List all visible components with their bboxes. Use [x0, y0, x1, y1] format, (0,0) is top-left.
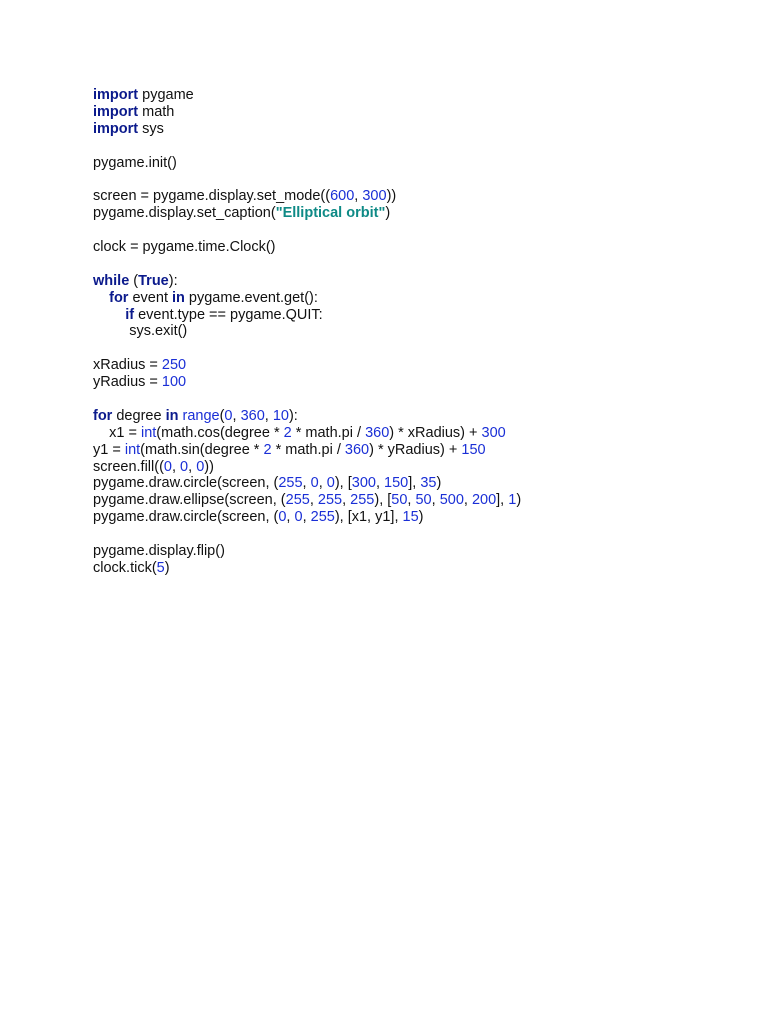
code-line [93, 87, 521, 104]
number-token: 1 [508, 492, 517, 509]
code-line [93, 155, 521, 172]
code-line [93, 459, 521, 476]
text-token: , [302, 475, 311, 492]
code-line [93, 408, 521, 425]
number-token: 0 [278, 509, 287, 526]
code-listing [93, 87, 521, 577]
text-token: pygame.display.set_caption( [93, 205, 276, 222]
text-token: , [318, 475, 327, 492]
text-token: yRadius = [93, 374, 162, 391]
keyword-token: import [93, 87, 139, 103]
code-line [93, 543, 521, 560]
text-token: , [188, 458, 197, 475]
number-token: 360 [240, 407, 265, 424]
text-token: , [232, 407, 241, 424]
text-token: ): [288, 407, 298, 424]
text-token: pygame.display.flip() [93, 543, 225, 560]
code-line [93, 442, 521, 459]
number-token: 2 [263, 441, 272, 458]
code-line [93, 357, 521, 374]
text-token: screen.fill(( [93, 458, 164, 475]
blank-line [93, 340, 521, 357]
code-line [93, 273, 521, 290]
number-token: 255 [317, 492, 343, 509]
text-token: sys [138, 120, 164, 137]
text-token: ): [168, 272, 178, 289]
text-token: * math.pi / [291, 424, 366, 441]
code-line [93, 475, 521, 492]
number-token: 300 [481, 424, 506, 441]
number-token: 255 [350, 492, 375, 509]
number-token: 10 [272, 407, 289, 424]
text-token: event.type == pygame.QUIT: [134, 306, 323, 323]
keyword-token: for [93, 407, 113, 424]
text-token: ) * xRadius) + [389, 424, 482, 441]
text-token: ), [ [374, 492, 392, 509]
code-line [93, 188, 521, 205]
text-token: ) [436, 475, 442, 492]
code-line [93, 121, 521, 138]
number-token: 200 [471, 492, 497, 509]
keyword-token: in [172, 289, 185, 306]
code-line [93, 307, 521, 324]
number-token: 360 [344, 441, 370, 458]
number-token: 150 [384, 475, 409, 492]
text-token: , [463, 492, 472, 509]
keyword-token: while [93, 272, 130, 289]
code-line [93, 290, 521, 307]
builtin-token: int [124, 441, 141, 458]
text-token: x1 = [93, 424, 141, 441]
text-token: ], [496, 492, 509, 509]
text-token: , [407, 492, 416, 509]
text-token: , [309, 492, 318, 509]
text-token: ) [516, 492, 522, 509]
text-token: sys.exit() [93, 323, 188, 340]
keyword-token: import [93, 120, 139, 137]
blank-line [93, 171, 521, 188]
text-token: degree [112, 407, 166, 424]
text-token: (math.cos(degree * [156, 424, 284, 441]
text-token: ), [x1, y1], [334, 509, 403, 526]
number-token: 0 [224, 407, 233, 424]
text-token: ), [ [334, 475, 352, 492]
number-token: 15 [402, 509, 419, 526]
text-token: math [138, 103, 175, 120]
text-token: , [286, 509, 295, 526]
text-token: pygame.event.get(): [184, 289, 318, 306]
text-token: * math.pi / [271, 441, 345, 458]
text-token: ( [129, 272, 139, 289]
text-token: (math.sin(degree * [140, 441, 264, 458]
text-token: ], [408, 475, 421, 492]
number-token: 0 [326, 475, 335, 492]
number-token: 255 [285, 492, 310, 509]
number-token: 600 [330, 188, 355, 205]
number-token: 360 [365, 424, 390, 441]
keyword-token: import [93, 103, 139, 120]
builtin-token: range [182, 407, 220, 424]
text-token: , [302, 509, 311, 526]
number-token: 255 [278, 475, 303, 492]
number-token: 500 [439, 492, 464, 509]
text-token: , [375, 475, 385, 492]
text-token: , [171, 458, 181, 475]
text-token: pygame.draw.ellipse(screen, ( [93, 492, 286, 509]
keyword-token: if [125, 306, 135, 323]
number-token: 100 [161, 374, 187, 391]
code-line [93, 104, 521, 121]
number-token: 255 [310, 509, 335, 526]
number-token: 0 [196, 458, 205, 475]
blank-line [93, 256, 521, 273]
text-token: ( [219, 407, 225, 424]
code-line [93, 239, 521, 256]
blank-line [93, 138, 521, 155]
text-token: , [264, 407, 273, 424]
builtin-token: int [140, 424, 157, 441]
number-token: 50 [391, 492, 408, 509]
number-token: 0 [294, 509, 303, 526]
number-token: 250 [161, 357, 187, 374]
number-token: 50 [415, 492, 432, 509]
number-token: 35 [420, 475, 437, 492]
text-token: ) [418, 509, 424, 526]
text-token: clock = pygame.time.Clock() [93, 239, 276, 256]
text-token: )) [386, 188, 397, 205]
blank-line [93, 222, 521, 239]
number-token: 0 [180, 458, 189, 475]
keyword-token: in [165, 407, 179, 424]
number-token: 5 [156, 559, 165, 576]
text-token: ) [164, 559, 170, 576]
text-token: , [354, 188, 363, 205]
blank-line [93, 526, 521, 543]
text-token: ) [385, 205, 391, 222]
code-line [93, 323, 521, 340]
text-token: event [128, 289, 172, 306]
text-token: pygame.draw.circle(screen, ( [93, 475, 279, 492]
code-line [93, 374, 521, 391]
text-token [93, 290, 109, 306]
text-token: ) * yRadius) + [369, 441, 462, 458]
text-token: )) [204, 458, 214, 475]
text-token: pygame.draw.circle(screen, ( [93, 509, 279, 526]
code-line [93, 425, 521, 442]
blank-line [93, 391, 521, 408]
number-token: 150 [461, 441, 486, 458]
number-token: 300 [351, 475, 376, 492]
text-token: xRadius = [93, 357, 162, 374]
keyword-token: for [109, 289, 129, 306]
number-token: 2 [283, 424, 292, 441]
text-token: pygame.init() [93, 154, 177, 171]
code-line [93, 509, 521, 526]
keyword-token: True [138, 272, 169, 289]
number-token: 300 [362, 188, 387, 205]
string-token: "Elliptical orbit" [275, 205, 386, 222]
number-token: 0 [163, 458, 172, 475]
text-token [93, 307, 125, 323]
text-token: pygame [138, 87, 194, 103]
text-token: , [431, 492, 440, 509]
text-token: clock.tick( [93, 559, 157, 576]
text-token: , [342, 492, 351, 509]
number-token: 0 [310, 475, 319, 492]
text-token: y1 = [93, 441, 125, 458]
code-line [93, 492, 521, 509]
code-line [93, 205, 521, 222]
code-line [93, 560, 521, 577]
text-token: screen = pygame.display.set_mode(( [93, 188, 331, 205]
